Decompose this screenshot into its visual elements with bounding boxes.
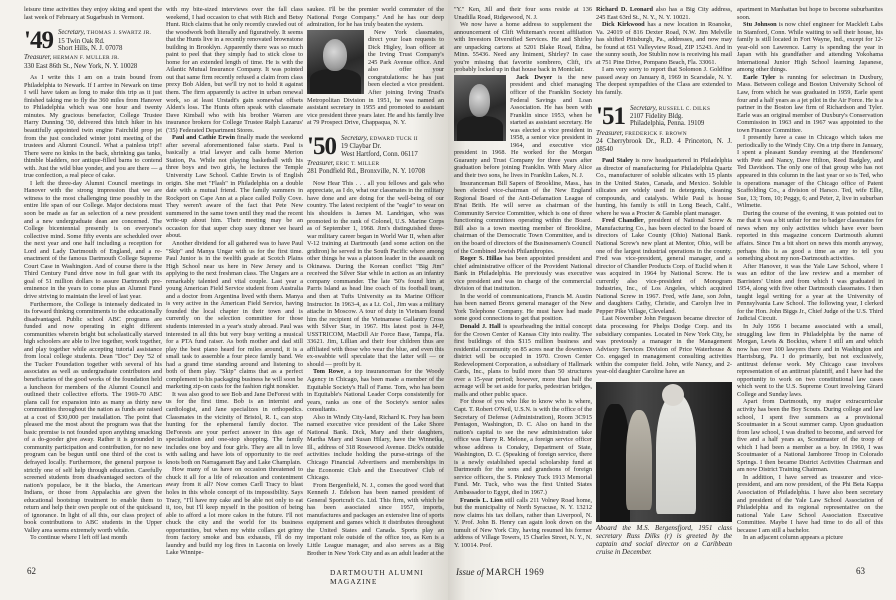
news-paragraph [24,534,162,542]
paragraph-text: After Hanover, it was the Yale Law School, where I was an editor of the law review and a member of Barristers' Union and from which I was graduated in 1954, along with five other Dartmouth classmates. I then taught legal writing for a year at the University of Pennsylvania Law School. The following year, I clerked for the Hon. John Biggs Jr., Chief Judge of the U.S. Third Judicial Circuit. [737,262,883,323]
class-header-row [307,132,444,160]
paragraph-text: is spearheading the initial concept for the Crown Center of Kansas City into reality. The first buildings of this $115 million business and residential community on 85 acres near the downtown district will be occupied in 1970. Crown Center Redevelopment Corporation, a subsidiary of Hallmark Cards, Inc., plans to build more than 50 structures over a 15-year period; however, more than half the acreage will be set aside for parks, pedestrian bridges, malls and other public space. [454,322,592,398]
paragraph-text: I left the three-day Alumni Council meetings in Hanover with the strong impression that we are witness to the most challenging time possibly in the entire life span of our College. Major decisions must soon be made as far as selection of a new president and a new undergraduate dean are concerned. The College bicentennial presently is on everyone's collective mind. Some fifty events are scheduled over the next year and one half including a reception for Lord and Lady Dartmouth of England, and a re-enactment of the famous Dartmouth College Supreme Court Case in Washington. And of course there is the Third Century Fund drive now in full gear with its goal of 51 million dollars to assure Dartmouth pre-eminence in the years to come plus an Alumni Fund drive striving to maintain the level of last year. [24,179,162,300]
treasurer-line [307,160,444,168]
secretary-label: Secretary, [629,104,658,112]
classmate-name: Earle Tyler [743,73,776,81]
secretary-address-1: 15 Twin Oak Rd. [57,37,105,45]
paragraph-text: We now have a home address to supplement the announcement of Clift Whiteman's recent affiliation with Investors Diversified Services. He and Shirley are unpacking cartons at 5201 Blake Road, Edina, Minn. 55436. Need any liniment, Shirley? In case you're missing that favorite sombrero, Clift, it's probably locked up in that house back in Montclair. [454,21,592,74]
class-year-numeral: '49 [24,27,53,55]
column-2 [166,6,303,557]
paragraph-text: I am very sorry to report that Solomon J. Goldfine passed away on January 8, 1969 in Scarsdale, N. Y. The deepest sympathies of the Class are extended to his family. [596,66,732,97]
news-paragraph [596,21,732,66]
news-paragraph [166,134,303,240]
class-treasurer [596,130,732,153]
news-paragraph [24,6,162,21]
treasurer-name: FREDERICK F. BROWN [624,130,687,137]
news-paragraph [737,134,883,209]
issue-month: MARCH 1969 [486,567,545,577]
news-paragraph [307,482,444,557]
class-year-numeral: '51 [596,102,625,130]
classmate-name: Paul and Cathie Erwin [172,134,235,142]
news-paragraph [737,210,883,263]
news-paragraph [454,74,592,180]
paragraph-text: has a new location in Roanoke, Va. 24019 of 816 Dexter Road, N.W. Jim Melville has shifted Pittsburgh, Pa., addresses, and now may be found at 651 Valleyview Road, ZIP 15243. And in the sunny south, Joe Stublin now is receiving his mail at 751 Pine Drive, Pompano Beach, Fla. 33061. [596,21,732,66]
class-secretary [341,135,418,158]
paragraph-text: has been appointed president and chief administrative officer of the Provident National Bank in Philadelphia. He previously was executive vice president and was in charge of the commercial division of that institution. [454,255,593,293]
portrait-suit [457,116,504,141]
column-3 [307,6,444,557]
paragraph-text: also has a Big City address, 245 East 63rd St., N. Y., N. Y. 10021. [596,6,733,21]
news-paragraph [737,21,883,74]
column-4 [454,6,592,549]
secretary-line [630,105,710,113]
paragraph-text: New York classmates, direct your loan requests to Dick Higley, loan officer at the Irving Trust Company's 245 Park Avenue office. And also offer your congratulations: he has just been elected a vice president. After joining Irving Trust's Metropolitan Division in 1951, he was named an assistant secretary in 1955 and promoted to assistant vice president three years later. He and his family live at 79 Prospect Drive, Chappaqua, N. Y. [307,28,444,127]
news-paragraph [454,6,592,21]
news-paragraph [307,29,444,127]
classmate-name: Francis L. Lion [460,496,503,504]
paragraph-text: is running for selectman in Duxbury, Mass. Between college and Boston University School of Law, from which he was graduated in 1959, Earle spent four and a half years as a jet pilot in the Air Force. He is a partner in the Boston law firm of Richardson and Tyler. Earle was an original member of Duxbury's Conservation Commission in 1963 and in 1967 was appointed to the town Finance Committee. [737,73,883,134]
classmate-name: Donald J. Hall [460,322,501,330]
paragraph-text: apartment in Manhattan but hope to become suburbanites soon. [737,6,883,21]
paragraph-text: leisure time activities they enjoy skiing and spent the last week of February at Sugarbush in Vermont. [24,6,162,21]
news-paragraph [307,414,444,482]
paragraph-text: Furthermore, the College is intensely dedicated in its forward thinking commitments to the educationally disadvantaged. Public school ABC programs are funded and now operating in eight different communities wherein bright but scholastically starved high schoolers are able to live together, work together, and play together while accepting tutorial assistance from local college students. Dean "Doc" Dey '52 of the Tucker Foundation together with several of his associates as well as undergraduate contributors and beneficiaries of the good works of the foundation held a luncheon for members of the Alumni Council and outlined their collective efforts. The 1969-70 ABC plans call for expansion into as many as thirty new communities throughout the nation as funds are raised at a cost of $30,000 per installation. The point that pleased me the most about the program was that the basic premise is not founded upon anything smacking of a do-gooder give away. Rather it is grounded in community participation and contribution, for no new program can be begun until one third of the cost is defrayed locally. Furthermore, the general purpose is strictly one of self help through education. Carefully screened students from disadvantaged sectors of the nation's populace, be it the blacks, the American Indians, or those from Appalachia are given the educational bootstrap treatment to enable them to return and help their own people out of the quicksand of ignorance. In light of all this, our class project of book contributions to ABC students in the Upper Valley area seems extremely worth while. [24,300,162,534]
person-director [626,410,652,510]
news-paragraph [454,21,592,74]
paragraph-text: To continue where I left off last month [30,534,128,542]
class-secretary [630,105,710,128]
paragraph-text: It was also good to see Bob and Jane DeForest with us for the first time. Bob is an internist and cardiologist, and Jane specializes in orthopedics. Classmates in the vicinity of Bristol, R. I., can stop hunting for the ephemeral family doctor. The DeForests are your perfect answer in this age of specialization and one-stop shopping. The family includes one boy and four girls. They are all in love with sailing and have lots of opportunity to tie reef knots both on Narragansett Bay and Lake Champlain. [166,390,303,466]
secretary-line [58,29,151,37]
class-secretary [58,29,151,52]
portrait-face [469,84,491,117]
paragraph-text: During the course of the evening, it was pointed out to me that it was a bit unfair for me to badger classmates for news when my only activities which have ever been reported in this magazine concern Dartmouth alumni affairs. Since I'm a bit short on news this month anyway, perhaps this is as good a time as any to tell you something about my non-Dartmouth activities. [737,209,883,263]
secretary-address-2: Philadelphia, Penna. 19109 [629,120,705,128]
photo-caption: Aboard the M.S. Bergensfjord, 1951 class secretary Russ Dilks (r) is greeted by the captain and social director on a Caribbean cruise in December. [596,523,732,556]
issue-date [456,567,544,577]
news-paragraph [596,157,732,217]
news-paragraph [737,398,883,473]
paragraph-text: In an adjacent column appears a picture [743,534,844,542]
treasurer-address: 281 Pondfield Rd., Bronxville, N. Y. 10708 [307,168,426,176]
paragraph-text: Apart from Dartmouth, my major extracurricular activity has been the Boy Scouts. During college and law school, I spent five summers as a provisional Scoutmaster in a Scout summer camp. Upon graduation from law school, I was drafted to become, and served for five and a half years as, Scoutmaster of the troop of which I had been a member as a boy. In 1960, I was Scoutmaster of a National Jamboree Troop in Colorado Springs. I then became District Activities Chairman and am now District Training Chairman. [737,398,883,474]
paragraph-text: saukee. I'll be the premier world commuter of the National Forge Company." And he has our deep admiration, for he has truly beaten the system. [307,6,444,29]
paragraph-text: Insuranceman Bill Sapers of Brookline, Mass., has been elected vice-chairman of the New England Regional Board of the Anti-Defamation League of B'nai Brith. He will serve as chairman of the Community Service Committee, which is one of three functioning committees operating within the Board. Bill also is a town meeting member of Brookline, chairman of the Democratic Town Committee, and is on the board of directors of the Businessmen's Council of the Combined Jewish Philanthropies. [454,179,592,255]
paragraph-text: How many of us have on occasion threatened to chuck it all for a life of relaxation and contentment away from it all? Now comes Carll Tracy to blast holes in this whole concept of its impossibility. Says Tracy, "I'll have my cake and be able not only to eat it, too, but I'll keep myself in the position of being able to afford a lot more cakes in the future. I'll not chuck the city and the world for its business opportunities, but when my white collars get grimy from factory smoke and bus exhausts, I'll do my laundry and build my log fires in Laconia on lovely Lake Winnipe- [166,466,303,557]
class-header [24,29,162,70]
paragraph-text: For those of you who like to know who is where, Capt. T. Robert O'Neil, U.S.N. is with the office of the Secretary of Defense (Administration), Room 3C915 Pentagon, Washington, D. C. Also on hand in the nation's capital to see the new administration take office was Harry R. Melone, a foreign service officer whose address is Conakry, Department of State, Washington, D. C. (Speaking of foreign service, there is a newly established special scholarship fund at Dartmouth for the sons and grandsons of foreign service officers, the S. Pinkney Tuck 1913 Memorial Fund. Mr. Tuck, who was the first United States Ambassador to Egypt, died in 1967.) [454,398,592,496]
paragraph-text: is now chief engineer for Mackleft Labs in Stamford, Conn. While waiting to sell their house, his family is still located in Fort Wayne, Ind., except for 12-year-old son Lawrence. Larry is spending the year in Japan with his grandfather and attending Yokohama International Junior High School learning Japanese, among other things. [737,21,884,74]
column-1 [24,6,162,542]
treasurer-name: ERIC T. MILLER [335,160,380,167]
secretary-label: Secretary, [57,29,86,37]
news-paragraph [166,466,303,557]
page-number: 62 [27,566,36,576]
news-paragraph [307,180,444,369]
class-header-row [24,27,162,55]
paragraph-text: is the new president and chief managing officer of the Franklin Society Federal Savings and Loan Association. He has been with Franklin since 1953, when he started as assistant secretary. He was elected a vice president in 1958, a senior vice president in 1964, and executive vice president in 1968. He worked for the Morgan Guaranty and Trust Company for three years after graduation before joining Franklin. With Mary Alice and their two sons, he lives in Franklin Lakes, N. J. [454,73,592,180]
news-paragraph [737,474,883,534]
news-paragraph [596,66,732,96]
head [662,384,684,406]
paragraph-text: finally made the weekend after several aforementioned false starts. Paul is basically a trial lawyer and calls home Merion Station, Pa. While not playing basketball with his three boys and two girls, he lectures the Temple University Law School. Cathie Erwin is of English origin. She met "Flash" in Philadelphia on a double date with a mutual friend. The family summers in Rockport on Cape Ann at a place called Folly Cove. They weren't aware of the fact that Pete New summered in the same town until they read the recent write-up about him. Their meeting may be an occasion for that super chop suey dinner we heard about. [166,134,303,240]
secretary-name: RUSSELL C. DILKS [658,105,711,112]
paragraph-text: Now Hear This . . . all you fellows and gals who appreciate, as I do, what our classmates in the military have done and are doing for the well-being of our country. The latest recipient of the "eagle" to wear on his shoulders is James M. Landrigan, who was promoted to the rank of Colonel, U.S. Marine Corps as of September 1, 1968. Jim's distinguished three-war military career began in World War II, when after V-12 training at Dartmouth (and some action on the gridiron) he served in the South Pacific where among other things he was a platoon leader in the assault on Okinawa. During the Korean conflict "Big Jim" received the Silver Star while in action as an infantry company commander. The late '50's found him at Parris Island as head line coach of its football team, and then at Tufts University as its Marine Officer Instructor. In 1963-4, as a Lt. Col., Jim was a military attache in Moscow. A tour of duty in Vietnam found him the recipient of the Vietnamese Gallantry Cross with Silver Star, in 1967. His latest post is J4-P, USSTRICOM, MacDill Air Force Base, Tampa, Fla. 33621. Jim, Lillian and their four children thus are affiliated with those who wear the blue, and even this ex-swabbie will speculate that the latter will — or should — profit by it. [307,179,444,368]
news-paragraph [454,255,592,293]
right-page [448,0,896,600]
news-paragraph [596,315,732,375]
column-6 [737,6,883,542]
column-5 [596,6,732,556]
class-treasurer [307,160,444,176]
paragraph-text: with my bite-sized interviews over the fall class weekend, I had occasion to chat with Rich and Betsy Hunt. Rich claims that he only recently crawled out of the woodwork both literally and figuratively. It seems that the Hunts live in a recently renovated brownstone building in Brooklyn. Apparently there was so much paint to peel that they simply had to stick close to home for an extended length of time. He is with the Atlantic Mutual Insurance Company. It was pointed out that same firm recently refused a claim from class prexy Bob Alden, but we'll try not to hold it against them. The firm apparently is active in urban renewal work, so at least Urstadt's gain somewhat offsets Alden's loss. The Hunts often speak with classmate Dave Kimball who with his brother Warren are insurance brokers for College Trustee Ralph Lazarus' ('35) Federated Department Stores. [166,6,303,134]
classmate-name: Dick Kirkwood [602,21,645,29]
treasurer-line [24,54,162,62]
classmate-name: Jack Dwyer [516,73,553,81]
news-paragraph [737,534,883,542]
news-paragraph [166,240,303,391]
column-5-text [596,6,732,376]
person-russ-dilks [656,394,696,514]
page-number: 63 [856,566,865,576]
paragraph-text: , a top insuranceman for the Woody Agency in Chicago, has been made a member of the Equitable Society's Hall of Fame. Tom, who has been in Equitable's National Leader Corps consistently for years, ranks as one of the Society's senior sales consultants. [307,368,444,414]
paragraph-text: still calls 211 Volney Road home, but the municipality of North Syracuse, N. Y. 13212 now claims his tax dollars, rather than Liverpool, N. Y. Prof. John B. Henry can again look down on the tumult of New York City, having resumed his former address of Village Towers, 15 Charles Street, N. Y., N. Y. 10014. Prof. [454,496,592,549]
paragraph-text: As I write this I am on a train bound from Philadelphia to Newark. If I arrive in Newark on time I will have taken as long to make this trip as it just finished taking me to fly the 360 miles from Hanover to Philadelphia which was one hour and twenty minutes. My gracious benefactor, College Trustee Harry Dunning '30, delivered this hitch hiker in his beautifully appointed twin engine Fairchild prop jet from the just concluded winter joint meeting of the trustees and Alumni Council. What a painless trip!! There were no kinks in the back, shrinking gas tanks, thimble bladders, nor antique-filled barns to contend with. Just the wild blue yonder, and you are there — a true confection, a real piece of cake. [24,74,162,180]
classmate-name: Stu Johnson [743,21,777,29]
news-paragraph [737,6,883,21]
issue-prefix: Issue of [456,567,484,577]
portrait-suit [310,69,361,93]
cruise-photo [596,382,732,522]
class-header-row [596,102,732,130]
news-paragraph [24,180,162,301]
news-paragraph [454,180,592,255]
treasurer-label: Treasurer, [307,159,335,167]
news-paragraph [737,323,883,398]
classmate-name: Paul Staley [602,157,634,164]
paragraph-text: From Bergenfield, N. J., comes the good word that Kenneth J. Edelson has been named president of General Sportcraft Co. Ltd. This firm, with which he has been associated since 1957, imports, manufactures and packages an extensive line of sports equipment and games which it distributes throughout the United States and Canada. Sports play an important role outside of the office too, as Ken is a Little League manager, and also serves as a Big Brother in New York City and as an adult leader at the [307,481,444,557]
treasurer-address: 330 East 86th St., New York, N. Y. 10028 [24,62,138,70]
paragraph-text: In addition, I have served as treasurer and vice-president, and am now president, of the Phi Beta Kappa Association of Philadelphia. I have also been secretary and president of the Yale Law School Association of Philadelphia and its regional representative on the national Yale Law School Association Executive Committee. Maybe I have had time to do all of this because I am still a bachelor. [737,473,883,534]
class-header [596,102,732,153]
news-paragraph [166,391,303,466]
classmate-name: Fred Chandler [602,217,644,225]
higley-portrait-photo [307,30,364,94]
classmate-name: Roger S. Hillas [460,255,503,263]
paragraph-text: Also in Windy City-land, Richard K. Frey has been named executive vice president of the Lake Shore National Bank. Dick, Mary and their daughters, Martha Mary and Susan Hilary, have the Winnetka, Ill., address of 318 Rosewood Avenue. Dick's outside activities include holding the purse-strings of the Chicago Financial Advertisers and memberships in the Economic Club and the Executives' Club of Chicago. [307,413,444,482]
paragraph-text: In July 1956 I became associated with a small, struggling law firm in Philadelphia by the name of Morgan, Lewis & Bockius, where I still am and which now has over 100 lawyers there and in Washington and Harrisburg, Pa. I do primarily, but not exclusively, antitrust defense work. My Chicago case involves representation of an antitrust plaintiff, and I have had the opportunity to work on two constitutional law cases which went to the U.S. Supreme Court involving Girard College and Sunday laws. [737,322,883,398]
class-treasurer [24,54,162,70]
class-header [307,132,444,176]
paragraph-text: "Y." Ken, Jill and their four sons reside at 136 Unadilla Road, Ridgewood, N. J. [454,6,592,21]
news-paragraph [737,74,883,134]
secretary-line [341,135,418,143]
news-paragraph [307,368,444,413]
secretary-address-1: 2107 Fidelity Bldg. [629,112,684,120]
news-paragraph [166,6,303,134]
paragraph-text: Last November John Ferguson became director of data processing for Phelps Dodge Corp. and its subsidiary companies. Located in New York City, he was previously a manager in the Management Advisory Services Division of Price Waterhouse & Co. engaged in management consulting activities within the computer field. John, wife Nancy, and 2-year-old daughter Caroline have an [596,315,732,376]
treasurer-label: Treasurer, [24,54,52,62]
class-year-numeral: '50 [307,132,336,160]
paragraph-text: In the world of communications, Francis M. Austin has been named Bronx general manager of the New York Telephone Company. He must have had made some good connections to get that position. [454,292,592,323]
treasurer-label: Treasurer, [596,129,624,137]
portrait-face [323,39,347,71]
secretary-address-2: Short Hills, N. J. 07078 [57,44,123,52]
secretary-label: Secretary, [340,134,369,142]
news-paragraph [454,497,592,550]
news-paragraph [454,398,592,496]
dwyer-portrait-photo [454,75,506,141]
news-paragraph [24,74,162,180]
treasurer-line [596,130,732,138]
secretary-address-2: West Hartford, Conn. 06117 [340,150,418,158]
magazine-footer: DARTMOUTH ALUMNI MAGAZINE [330,568,424,586]
news-paragraph [454,323,592,398]
news-paragraph [454,293,592,323]
news-paragraph [596,217,732,315]
news-paragraph [307,6,444,29]
classmate-name: Richard D. Leonard [596,6,654,13]
secretary-address-1: 19 Claybar Dr. [340,143,382,151]
news-paragraph [24,301,162,535]
secretary-name: EDWARD TUCK II [369,135,418,142]
classmate-name: Tom Rowe [313,368,344,376]
treasurer-name: HERMAN F. MULLER JR. [52,55,120,62]
paragraph-text: , president of National Screw & Manufacturing Co., has been elected to the board of directors of Lake County (Ohio) National Bank. National Screw's new plant at Mentor, Ohio, will be one of the largest industrial operations in the county. Fred was vice-president, general manager, and a director of Chandler Products Corp. of Euclid when it was acquired in 1964 by National Screw. He is currently also vice-president of Monogram Industries, Inc., of Los Angeles, which acquired National Screw in 1967. Fred, wife Jane, son John, and daughters Cathy, Christie, and Carolyn live in Pepper Pike Village, Cleveland. [596,217,732,315]
secretary-name: THOMAS J. SWARTZ JR. [86,30,152,37]
paragraph-text: I presently have a case in Chicago which takes me periodically to the Windy City. On a trip there in January, I spent a pleasant Sunday evening at the Hendersons' with Pete and Nancy, Dave Hilton, Reed Badgley, and Ted Davidson. The only one of that group who has not appeared in this column in the last year or so is Ted, who is operations manager of the Chicago office of Patent Scaffolding Co., a division of Harsco. Ted, wife Ellie, Sue, 13; Tom, 10; Peggy, 6; and Peter, 2, live in suburban Wilmette. [737,134,883,210]
treasurer-address: 24 Cherrybrook Dr., R.D. 4 Princeton, N. J. 08540 [596,138,732,153]
news-paragraph [737,263,883,323]
news-paragraph [596,6,732,21]
paragraph-text: is now headquartered in Philadelphia as director of manufacturing for Philadelphia Quartz Co., manufacturer of soluble silicates with 15 plants in the United States, Canada, and Mexico. Soluble silicates are widely used in detergents, cleaning compounds, and catalysts. While Paul is house hunting, his family is still in Long Beach, Calif., where he was a Procter & Gamble plant manager. [596,157,732,217]
paragraph-text: Another dividend for all gathered was to have Paul "Skip" and Manya Ungar with us for the first time. Paul Junior is in the twelfth grade at Scotch Plains High School near us here in New Jersey and is applying to the next freshman class. The Ungars are a remarkably talented and vital couple. Last year a young American Field Service student from Australia and a doctor from Argentina lived with them. Manya is very active in the American Field Service, having founded the local chapter in their town and is currently on the selection committee for those students interested in a year's study abroad. Paul was interested in all this but very busy writing a musical for a PTA fund raiser. As both mother and dad still play the best piano heard for miles around, it is a small task to assemble a four piece family band. We had a grand time standing around and listening to both of them play. "Skip" claims that as a perfect complement to his packaging business he will soon be marketing zip-on casts for the fashion right nonskier. [166,239,303,391]
